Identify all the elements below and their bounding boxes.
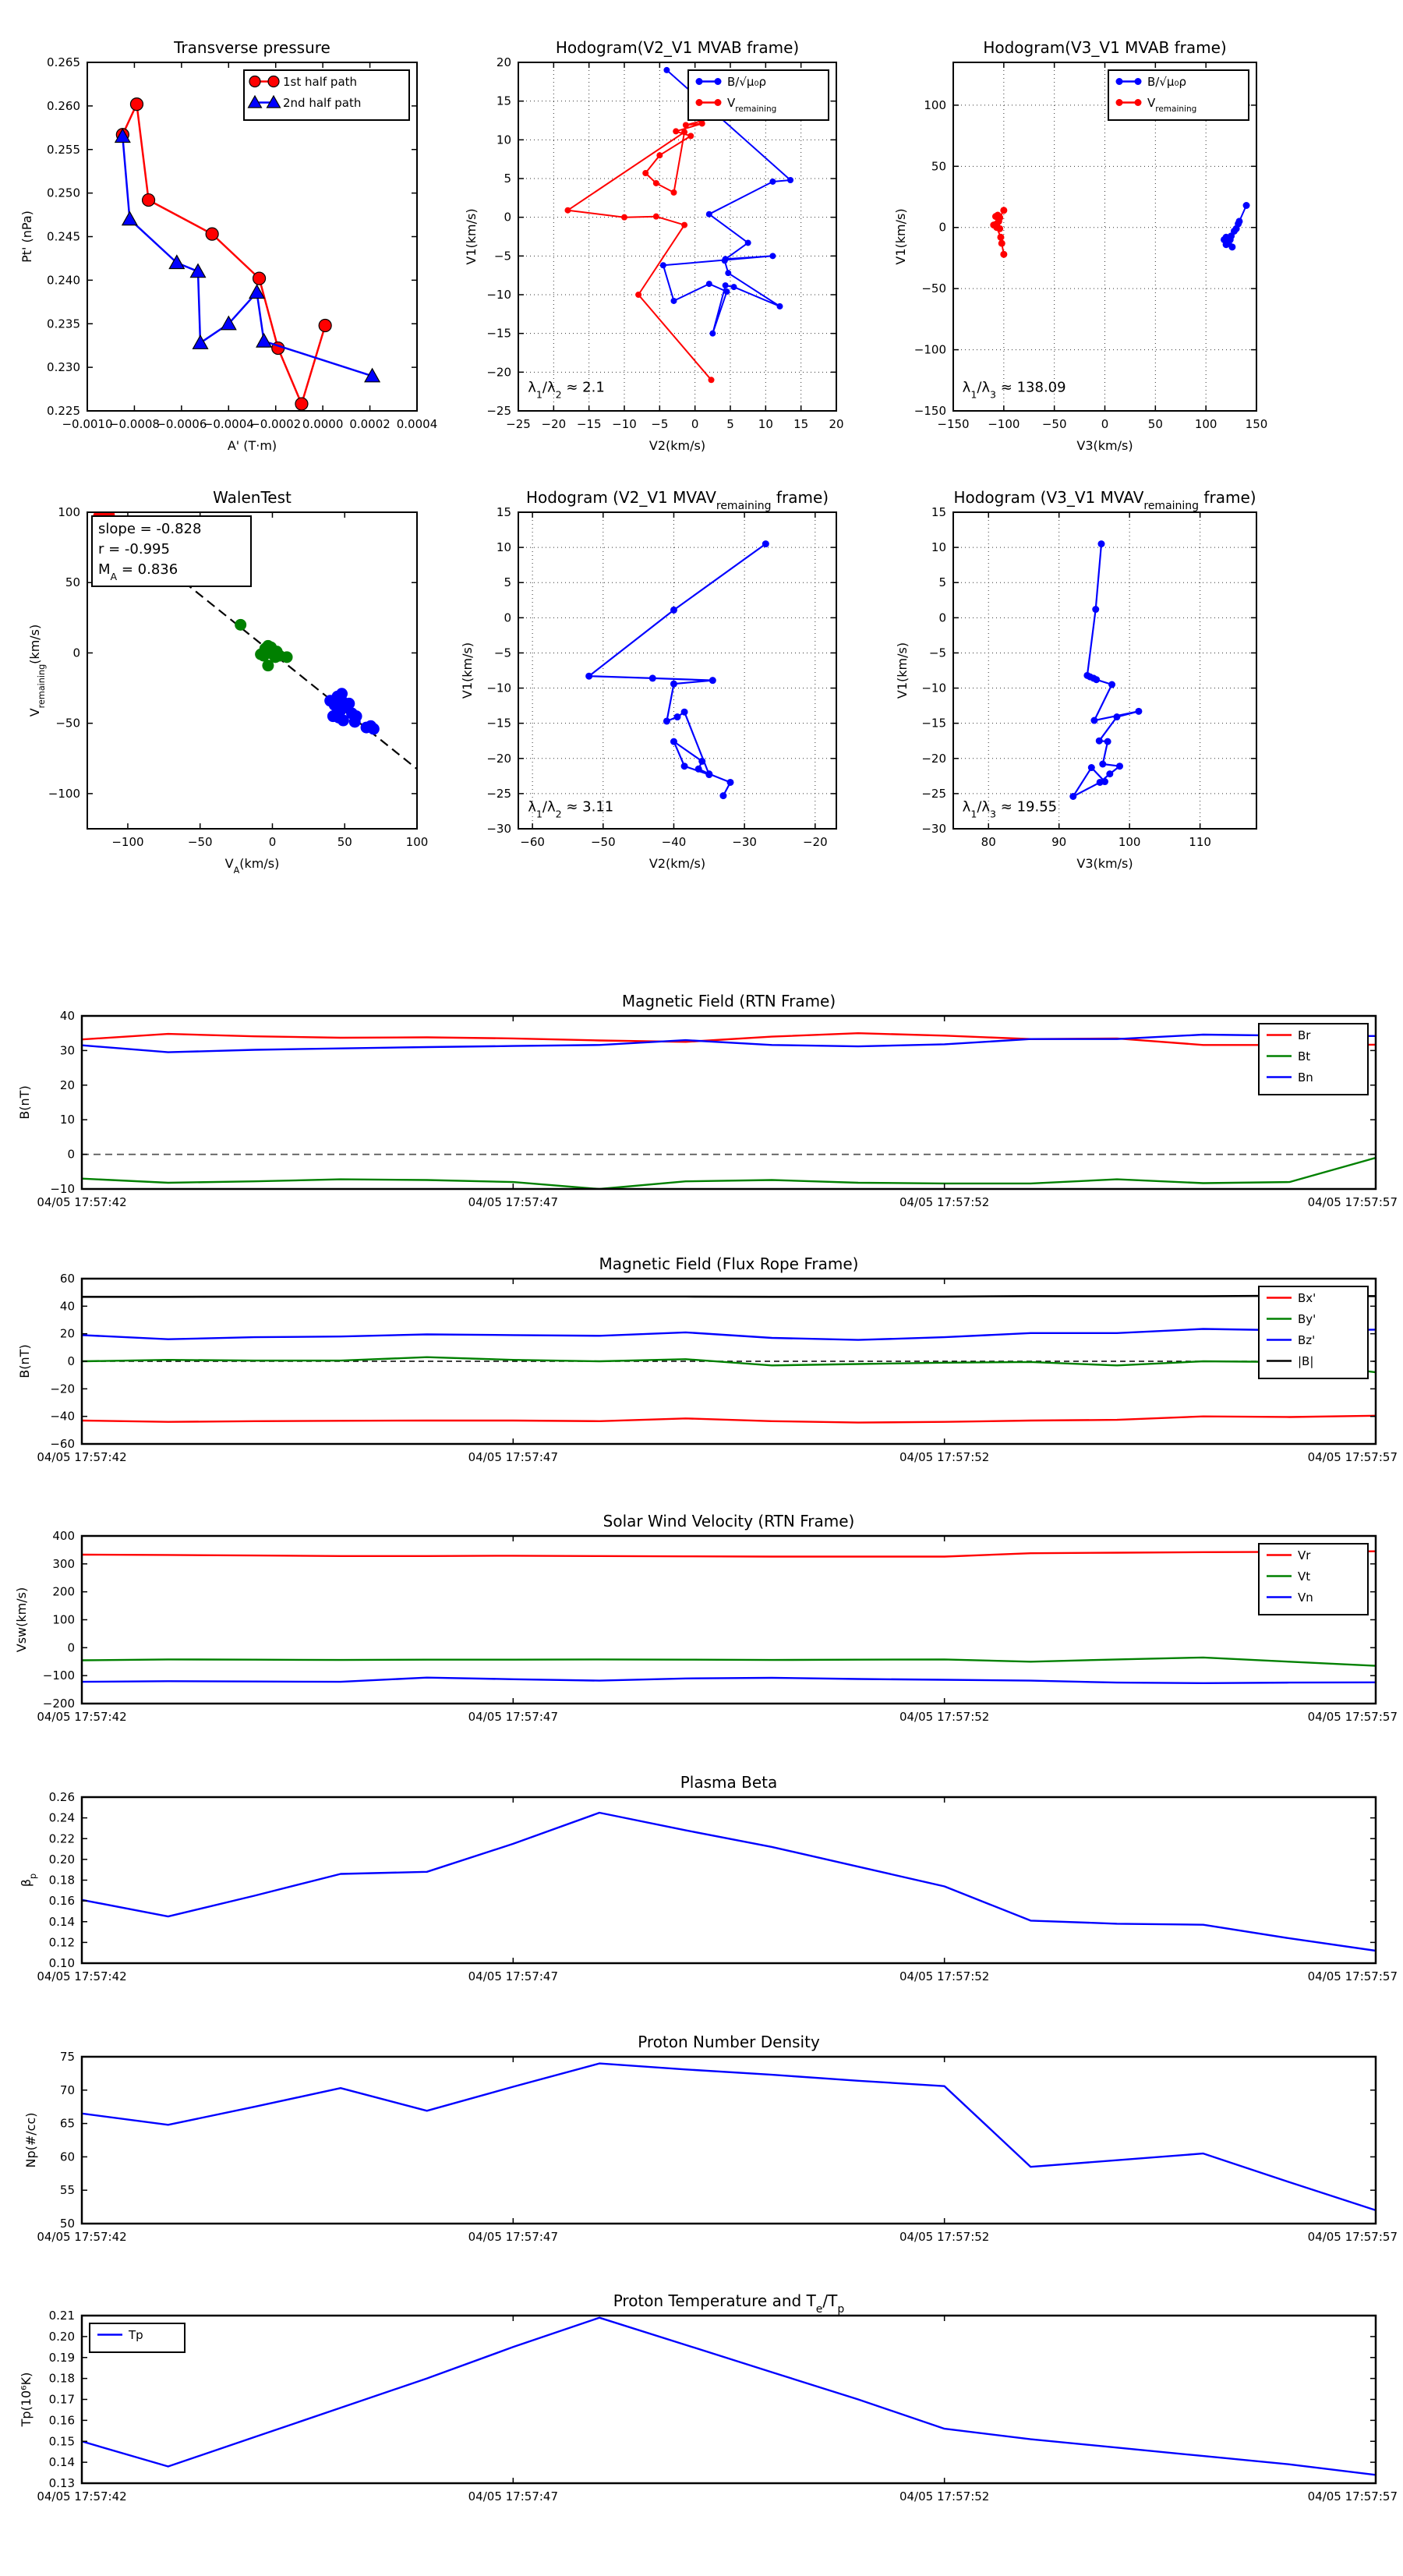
chart-title: WalenTest	[213, 488, 292, 507]
y-tick-label: 30	[59, 1043, 75, 1058]
legend	[1259, 1024, 1368, 1095]
y-tick-label: 0.16	[48, 1894, 75, 1909]
x-tick-label: 04/05 17:57:42	[37, 2489, 127, 2503]
y-tick-label: −25	[486, 404, 511, 418]
y-tick-label: 200	[52, 1584, 75, 1599]
x-tick-label: 04/05 17:57:57	[1307, 1450, 1398, 1464]
y-tick-label: 20	[59, 1077, 75, 1092]
y-tick-label: 0.260	[47, 98, 80, 113]
y-tick-label: 0.240	[47, 273, 80, 288]
y-tick-label: 0	[67, 1354, 75, 1368]
y-tick-label: 100	[52, 1612, 75, 1627]
stats-line: $M_A = 0.836$	[98, 561, 178, 582]
y-axis-label: V1(km/s)	[460, 642, 475, 699]
x-tick-label: 110	[1189, 835, 1211, 849]
x-axis-label: V3(km/s)	[1076, 438, 1133, 453]
y-tick-label: −100	[48, 786, 80, 801]
x-tick-label: −25	[506, 417, 531, 431]
x-tick-label: 04/05 17:57:47	[468, 2230, 559, 2244]
y-tick-label: 40	[59, 1299, 75, 1314]
y-tick-label: −5	[493, 646, 511, 660]
x-tick-label: 04/05 17:57:57	[1307, 2230, 1398, 2244]
y-tick-label: 0.235	[47, 317, 80, 331]
y-tick-label: 0.230	[47, 360, 80, 375]
legend-label: Vn	[1298, 1591, 1313, 1605]
x-tick-label: 15	[793, 417, 809, 431]
y-tick-label: 0.13	[48, 2476, 75, 2490]
y-axis-label: Vsw(km/s)	[14, 1587, 29, 1653]
y-axis-label: B(nT)	[17, 1344, 32, 1378]
y-axis-label: V1(km/s)	[895, 642, 910, 699]
x-tick-label: −5	[651, 417, 669, 431]
y-tick-label: −5	[928, 646, 946, 660]
y-tick-label: 75	[59, 2050, 75, 2064]
x-tick-label: −100	[988, 417, 1020, 431]
x-tick-label: −20	[541, 417, 567, 431]
legend-label: 1st half path	[283, 75, 358, 89]
y-tick-label: 0.12	[48, 1935, 75, 1950]
y-tick-label: 100	[58, 505, 80, 519]
chart-title: Magnetic Field (Flux Rope Frame)	[599, 1254, 859, 1273]
y-tick-label: 400	[52, 1529, 75, 1543]
y-tick-label: 5	[504, 172, 511, 186]
y-tick-label: 40	[59, 1009, 75, 1023]
y-tick-label: 0.245	[47, 229, 80, 244]
chart-title: Transverse pressure	[174, 38, 330, 57]
legend-label: Bx'	[1298, 1291, 1316, 1305]
legend-label: |B|	[1298, 1354, 1314, 1368]
y-tick-label: −15	[486, 716, 511, 731]
x-tick-label: 50	[1147, 417, 1163, 431]
x-tick-label: 10	[758, 417, 773, 431]
y-tick-label: 0.16	[48, 2413, 75, 2428]
x-tick-label: 150	[1245, 417, 1268, 431]
legend	[688, 70, 829, 120]
x-tick-label: 04/05 17:57:52	[899, 1195, 990, 1209]
x-tick-label: 04/05 17:57:57	[1307, 2489, 1398, 2503]
x-tick-label: 04/05 17:57:52	[899, 1450, 990, 1464]
y-tick-label: 0.20	[48, 2329, 75, 2344]
x-tick-label: 100	[405, 835, 429, 849]
x-axis-label: $V_A(km/s)$	[224, 856, 280, 876]
legend-label: Vr	[1298, 1548, 1311, 1562]
chart-title: Proton Temperature and $T_e/T_p$	[613, 2291, 845, 2316]
x-tick-label: −150	[937, 417, 970, 431]
y-tick-label: −25	[921, 786, 946, 801]
x-axis-label: V2(km/s)	[648, 438, 706, 453]
chart-title: Hodogram (V2_V1 $MVAV_{remaining}$ frame)	[525, 488, 829, 512]
y-tick-label: −40	[50, 1409, 75, 1424]
legend-label: Vt	[1298, 1569, 1311, 1583]
legend-label: B/√μ₀ρ	[727, 75, 766, 89]
x-axis-label: V2(km/s)	[648, 856, 706, 871]
legend-label: B/√μ₀ρ	[1147, 75, 1186, 89]
y-tick-label: −30	[486, 822, 511, 836]
x-tick-label: 04/05 17:57:47	[468, 1710, 559, 1724]
stats-line: r = -0.995	[98, 541, 170, 557]
y-tick-label: −10	[921, 681, 946, 695]
y-tick-label: 0.17	[48, 2392, 75, 2407]
y-tick-label: −200	[42, 1697, 75, 1711]
legend-label: Bn	[1298, 1070, 1313, 1085]
legend-label: Br	[1298, 1028, 1311, 1042]
y-tick-label: 0	[67, 1147, 75, 1162]
legend	[1108, 70, 1249, 120]
x-tick-label: 04/05 17:57:47	[468, 1450, 559, 1464]
x-tick-label: 0	[1101, 417, 1109, 431]
x-tick-label: 0.0004	[396, 417, 438, 431]
x-tick-label: 04/05 17:57:42	[37, 1969, 127, 1983]
x-tick-label: −0.0008	[108, 417, 160, 431]
y-tick-label: −50	[55, 716, 80, 731]
chart-title: Proton Number Density	[638, 2033, 820, 2051]
legend-label: By'	[1298, 1312, 1316, 1326]
legend-label: Tp	[129, 2328, 143, 2342]
y-tick-label: 15	[931, 505, 946, 519]
x-tick-label: 50	[337, 835, 352, 849]
y-tick-label: 0.26	[48, 1790, 75, 1804]
y-tick-label: 50	[59, 2217, 75, 2231]
y-axis-label: Pt' (nPa)	[19, 211, 34, 263]
y-tick-label: 70	[59, 2082, 75, 2097]
annotation: $\lambda_1/\lambda_2 \approx 3.11$	[528, 798, 614, 820]
chart-title: Hodogram(V3_V1 MVAB frame)	[983, 38, 1227, 57]
y-tick-label: 0.21	[48, 2309, 75, 2323]
x-tick-label: 04/05 17:57:52	[899, 2489, 990, 2503]
y-tick-label: 0.20	[48, 1852, 75, 1867]
y-tick-label: 0	[67, 1640, 75, 1655]
y-tick-label: 0.22	[48, 1831, 75, 1846]
y-tick-label: 0.18	[48, 1873, 75, 1888]
y-tick-label: −20	[921, 751, 946, 766]
x-tick-label: 100	[1118, 835, 1141, 849]
x-tick-label: 04/05 17:57:42	[37, 1195, 127, 1209]
y-tick-label: 15	[496, 505, 511, 519]
x-tick-label: 04/05 17:57:57	[1307, 1710, 1398, 1724]
legend	[244, 70, 409, 120]
y-tick-label: −20	[486, 365, 511, 380]
y-tick-label: 100	[924, 97, 946, 112]
x-tick-label: −10	[612, 417, 637, 431]
y-tick-label: 60	[59, 1272, 75, 1286]
x-tick-label: −0.0010	[62, 417, 113, 431]
x-tick-label: −0.0004	[203, 417, 254, 431]
x-tick-label: −20	[802, 835, 828, 849]
x-tick-label: −100	[111, 835, 144, 849]
y-tick-label: 0.24	[48, 1810, 75, 1825]
x-tick-label: 20	[829, 417, 844, 431]
y-tick-label: 0.250	[47, 186, 80, 200]
x-tick-label: 90	[1051, 835, 1067, 849]
y-tick-label: −20	[50, 1382, 75, 1396]
x-axis-label: A' (T·m)	[227, 438, 277, 453]
y-tick-label: 5	[504, 575, 511, 590]
x-tick-label: 100	[1194, 417, 1217, 431]
y-tick-label: 60	[59, 2150, 75, 2164]
x-tick-label: 04/05 17:57:57	[1307, 1969, 1398, 1983]
y-axis-label: $\beta_p$	[19, 1873, 38, 1888]
y-tick-label: 0.10	[48, 1956, 75, 1970]
x-tick-label: −0.0002	[250, 417, 302, 431]
y-tick-label: 5	[938, 575, 946, 590]
y-tick-label: 0.14	[48, 1914, 75, 1929]
x-tick-label: −30	[732, 835, 757, 849]
y-tick-label: 0.14	[48, 2455, 75, 2470]
stats-line: slope = -0.828	[98, 521, 202, 537]
y-tick-label: 20	[496, 55, 511, 69]
x-tick-label: 04/05 17:57:42	[37, 1450, 127, 1464]
y-tick-label: −25	[486, 786, 511, 801]
y-axis-label: V1(km/s)	[464, 208, 479, 265]
y-axis-label: Tp(10⁶K)	[19, 2372, 34, 2427]
chart-title: Magnetic Field (RTN Frame)	[621, 992, 836, 1010]
x-tick-label: −0.0006	[156, 417, 207, 431]
x-tick-label: 04/05 17:57:52	[899, 2230, 990, 2244]
legend-label: Bz'	[1298, 1333, 1316, 1347]
y-tick-label: 15	[496, 94, 511, 108]
x-tick-label: −50	[590, 835, 616, 849]
legend-label: 2nd half path	[283, 96, 362, 110]
legend-label: $V_{remaining}$	[727, 96, 777, 114]
x-tick-label: 04/05 17:57:47	[468, 1195, 559, 1209]
y-tick-label: 0.255	[47, 142, 80, 157]
stats-box	[92, 516, 251, 586]
y-tick-label: −50	[921, 281, 946, 296]
legend-label: $V_{remaining}$	[1147, 96, 1197, 114]
y-tick-label: −150	[914, 404, 946, 418]
y-tick-label: −10	[50, 1182, 75, 1196]
annotation: $\lambda_1/\lambda_3 \approx 138.09$	[962, 379, 1066, 400]
legend	[1259, 1286, 1368, 1378]
y-tick-label: −100	[914, 342, 946, 357]
y-tick-label: −15	[921, 716, 946, 731]
chart-title: Solar Wind Velocity (RTN Frame)	[603, 1512, 855, 1530]
x-tick-label: 5	[726, 417, 734, 431]
y-axis-label: V1(km/s)	[893, 208, 908, 265]
y-tick-label: 0.15	[48, 2434, 75, 2449]
x-tick-label: −15	[576, 417, 602, 431]
x-tick-label: −40	[661, 835, 687, 849]
y-tick-label: −20	[486, 751, 511, 766]
annotation: $\lambda_1/\lambda_2 \approx 2.1$	[528, 379, 605, 400]
series--b-	[82, 1296, 1376, 1297]
legend	[1259, 1544, 1368, 1615]
chart-title: Hodogram (V3_V1 $MVAV_{remaining}$ frame)	[953, 488, 1256, 512]
y-tick-label: 65	[59, 2116, 75, 2131]
y-tick-label: −15	[486, 326, 511, 341]
y-tick-label: 50	[931, 159, 946, 174]
y-tick-label: 0	[938, 220, 946, 235]
y-tick-label: 50	[65, 575, 80, 590]
x-axis-label: V3(km/s)	[1076, 856, 1133, 871]
y-tick-label: −5	[493, 249, 511, 264]
x-tick-label: 04/05 17:57:52	[899, 1710, 990, 1724]
y-axis-label: B(nT)	[17, 1085, 32, 1120]
y-tick-label: 10	[59, 1113, 75, 1127]
y-tick-label: 10	[496, 540, 511, 555]
x-tick-label: 04/05 17:57:57	[1307, 1195, 1398, 1209]
y-tick-label: −10	[486, 681, 511, 695]
x-tick-label: 04/05 17:57:42	[37, 2230, 127, 2244]
x-tick-label: 0.0002	[349, 417, 391, 431]
y-axis-label: Np(#/cc)	[23, 2112, 38, 2168]
y-tick-label: −100	[42, 1668, 75, 1683]
x-tick-label: 04/05 17:57:42	[37, 1710, 127, 1724]
x-tick-label: −50	[187, 835, 213, 849]
y-tick-label: 55	[59, 2183, 75, 2198]
y-tick-label: 0.18	[48, 2371, 75, 2386]
legend	[90, 2323, 185, 2352]
y-tick-label: −30	[921, 822, 946, 836]
x-tick-label: 04/05 17:57:52	[899, 1969, 990, 1983]
x-tick-label: 0	[691, 417, 699, 431]
y-tick-label: 0	[938, 610, 946, 625]
x-tick-label: 04/05 17:57:47	[468, 2489, 559, 2503]
x-tick-label: −50	[1041, 417, 1067, 431]
x-tick-label: 0	[268, 835, 277, 849]
chart-title: Hodogram(V2_V1 MVAB frame)	[555, 38, 800, 57]
y-tick-label: 0	[72, 646, 80, 660]
y-tick-label: 0.225	[47, 404, 80, 418]
y-tick-label: 0	[504, 210, 511, 225]
y-tick-label: 300	[52, 1556, 75, 1571]
x-tick-label: −60	[520, 835, 545, 849]
y-tick-label: 0.265	[47, 55, 80, 69]
y-tick-label: 20	[59, 1326, 75, 1341]
y-tick-label: 10	[931, 540, 946, 555]
legend-label: Bt	[1298, 1049, 1311, 1063]
y-tick-label: 0	[504, 610, 511, 625]
y-tick-label: −10	[486, 288, 511, 302]
y-tick-label: −60	[50, 1437, 75, 1451]
y-tick-label: 0.19	[48, 2350, 75, 2365]
y-tick-label: 10	[496, 133, 511, 147]
x-tick-label: 80	[981, 835, 996, 849]
annotation: $\lambda_1/\lambda_3 \approx 19.55$	[962, 798, 1058, 820]
chart-title: Plasma Beta	[680, 1773, 778, 1792]
x-tick-label: 0.0000	[302, 417, 344, 431]
y-axis-label: $V_{remaining}(km/s)$	[27, 624, 47, 717]
x-tick-label: 04/05 17:57:47	[468, 1969, 559, 1983]
